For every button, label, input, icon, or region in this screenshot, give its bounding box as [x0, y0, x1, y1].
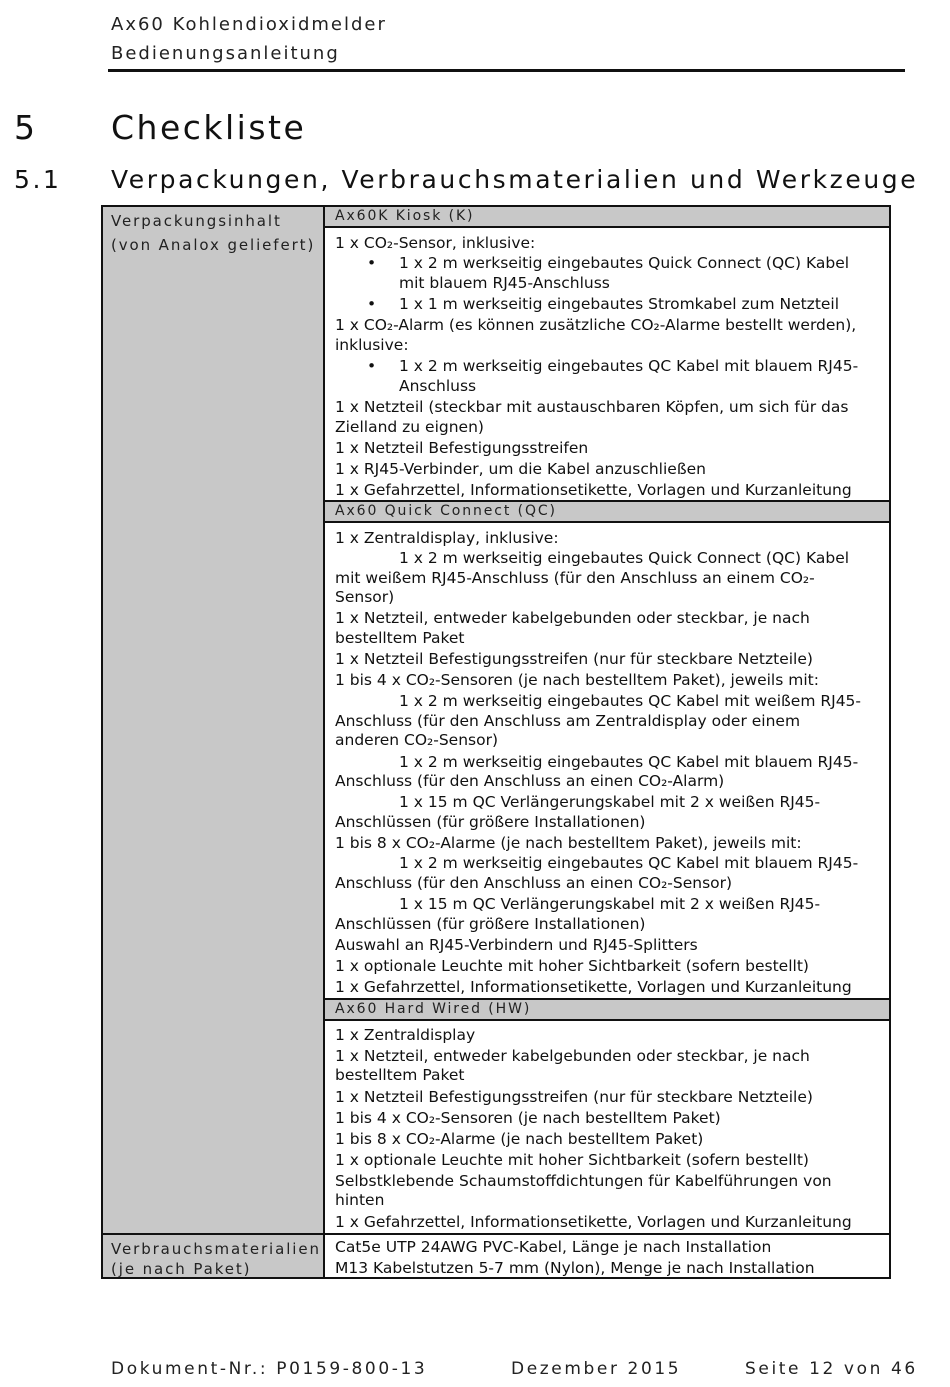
- list-item: mit weißem RJ45-Anschluss (für den Anschluss an einem CO₂-: [335, 569, 815, 587]
- list-item: 1 x 2 m werkseitig eingebautes QC Kabel mit blauem RJ45-: [399, 854, 859, 872]
- list-item: Cat5e UTP 24AWG PVC-Kabel, Länge je nach Installation: [335, 1238, 772, 1256]
- list-item: • 1 x 2 m werkseitig eingebautes QC Kabel mit blauem RJ45-: [399, 356, 858, 376]
- consumables-sublabel: (je nach Paket): [111, 1260, 252, 1278]
- list-item: 1 bis 4 x CO₂-Sensoren (je nach bestelltem Paket): [335, 1109, 721, 1127]
- list-item: mit blauem RJ45-Anschluss: [399, 274, 610, 292]
- list-item: 1 x optionale Leuchte mit hoher Sichtbarkeit (sofern bestellt): [335, 1151, 809, 1169]
- list-item: Sensor): [335, 588, 395, 606]
- list-item: • 1 x 2 m werkseitig eingebautes Quick Connect (QC) Kabel: [399, 253, 849, 273]
- list-item: 1 x Zentraldisplay, inklusive:: [335, 529, 559, 547]
- kiosk-heading: Ax60K Kiosk (K): [325, 205, 889, 228]
- list-item: Anschluss (für den Anschluss am Zentraldisplay oder einem: [335, 712, 801, 730]
- section-title: Checkliste: [111, 108, 307, 147]
- list-item: 1 bis 4 x CO₂-Sensoren (je nach bestelltem Paket), jeweils mit:: [335, 671, 819, 689]
- consumables-label: Verbrauchsmaterialien: [111, 1240, 321, 1258]
- list-item: 1 x Netzteil Befestigungsstreifen: [335, 439, 589, 457]
- list-item: M13 Kabelstutzen 5-7 mm (Nylon), Menge je nach Installation: [335, 1259, 815, 1277]
- footer-doc-number: Dokument-Nr.: P0159-800-13: [111, 1359, 428, 1379]
- list-item: Anschlüssen (für größere Installationen): [335, 813, 646, 831]
- header-rule: [108, 69, 905, 72]
- list-item: 1 x 15 m QC Verlängerungskabel mit 2 x weißen RJ45-: [399, 793, 821, 811]
- list-item: 1 x Netzteil (steckbar mit austauschbaren Köpfen, um sich für das: [335, 398, 849, 416]
- subsection-number: 5.1: [14, 165, 62, 194]
- list-item: 1 x Gefahrzettel, Informationsetikette, Vorlagen und Kurzanleitung: [335, 481, 852, 499]
- qc-heading: Ax60 Quick Connect (QC): [325, 500, 889, 523]
- list-item: Anschluss: [399, 377, 477, 395]
- section-number: 5: [14, 108, 38, 147]
- list-item: 1 x 2 m werkseitig eingebautes Quick Connect (QC) Kabel: [399, 549, 850, 567]
- list-item: Auswahl an RJ45-Verbindern und RJ45-Splitters: [335, 936, 698, 954]
- list-item: Zielland zu eignen): [335, 418, 484, 436]
- doc-subtitle: Bedienungsanleitung: [111, 43, 340, 64]
- doc-title: Ax60 Kohlendioxidmelder: [111, 14, 387, 35]
- checklist-category-column: [101, 205, 325, 1279]
- hw-heading: Ax60 Hard Wired (HW): [325, 998, 889, 1021]
- list-item: hinten: [335, 1191, 385, 1209]
- list-item: 1 x Netzteil Befestigungsstreifen (nur für steckbare Netzteile): [335, 650, 813, 668]
- list-item: 1 x 15 m QC Verlängerungskabel mit 2 x weißen RJ45-: [399, 895, 821, 913]
- list-item: bestelltem Paket: [335, 1066, 465, 1084]
- list-item: • 1 x 1 m werkseitig eingebautes Stromkabel zum Netzteil: [399, 294, 839, 314]
- list-item: 1 x RJ45-Verbinder, um die Kabel anzuschließen: [335, 460, 706, 478]
- list-item: 1 x 2 m werkseitig eingebautes QC Kabel mit weißem RJ45-: [399, 692, 862, 710]
- list-item: 1 bis 8 x CO₂-Alarme (je nach bestelltem Paket), jeweils mit:: [335, 834, 802, 852]
- packaging-label: Verpackungsinhalt: [111, 212, 282, 230]
- subsection-title: Verpackungen, Verbrauchsmaterialien und Werkzeuge: [111, 165, 919, 194]
- consumables-divider: [325, 1233, 889, 1235]
- list-item: inklusive:: [335, 336, 409, 354]
- list-item: 1 bis 8 x CO₂-Alarme (je nach bestelltem Paket): [335, 1130, 704, 1148]
- list-item: Anschluss (für den Anschluss an einen CO₂-Alarm): [335, 772, 725, 790]
- category-divider: [103, 1233, 323, 1235]
- list-item: 1 x Netzteil, entweder kabelgebunden oder steckbar, je nach: [335, 609, 810, 627]
- checklist-content-column: [323, 205, 891, 1279]
- list-item: 1 x CO₂-Alarm (es können zusätzliche CO₂-Alarme bestellt werden),: [335, 316, 857, 334]
- footer-page: Seite 12 von 46: [745, 1359, 918, 1379]
- list-item: Anschlüssen (für größere Installationen): [335, 915, 646, 933]
- list-item: anderen CO₂-Sensor): [335, 731, 499, 749]
- list-item: 1 x Netzteil Befestigungsstreifen (nur für steckbare Netzteile): [335, 1088, 813, 1106]
- list-item: 1 x Netzteil, entweder kabelgebunden oder steckbar, je nach: [335, 1047, 810, 1065]
- list-item: 1 x optionale Leuchte mit hoher Sichtbarkeit (sofern bestellt): [335, 957, 809, 975]
- footer-date: Dezember 2015: [511, 1359, 682, 1379]
- list-item: 1 x Gefahrzettel, Informationsetikette, Vorlagen und Kurzanleitung: [335, 1213, 852, 1231]
- list-item: Selbstklebende Schaumstoffdichtungen für Kabelführungen von: [335, 1172, 832, 1190]
- list-item: 1 x CO₂-Sensor, inklusive:: [335, 234, 536, 252]
- list-item: bestelltem Paket: [335, 629, 465, 647]
- packaging-sublabel: (von Analox geliefert): [111, 236, 316, 254]
- list-item: Anschluss (für den Anschluss an einen CO₂-Sensor): [335, 874, 733, 892]
- list-item: 1 x 2 m werkseitig eingebautes QC Kabel mit blauem RJ45-: [399, 753, 859, 771]
- list-item: 1 x Gefahrzettel, Informationsetikette, Vorlagen und Kurzanleitung: [335, 978, 852, 996]
- list-item: 1 x Zentraldisplay: [335, 1026, 476, 1044]
